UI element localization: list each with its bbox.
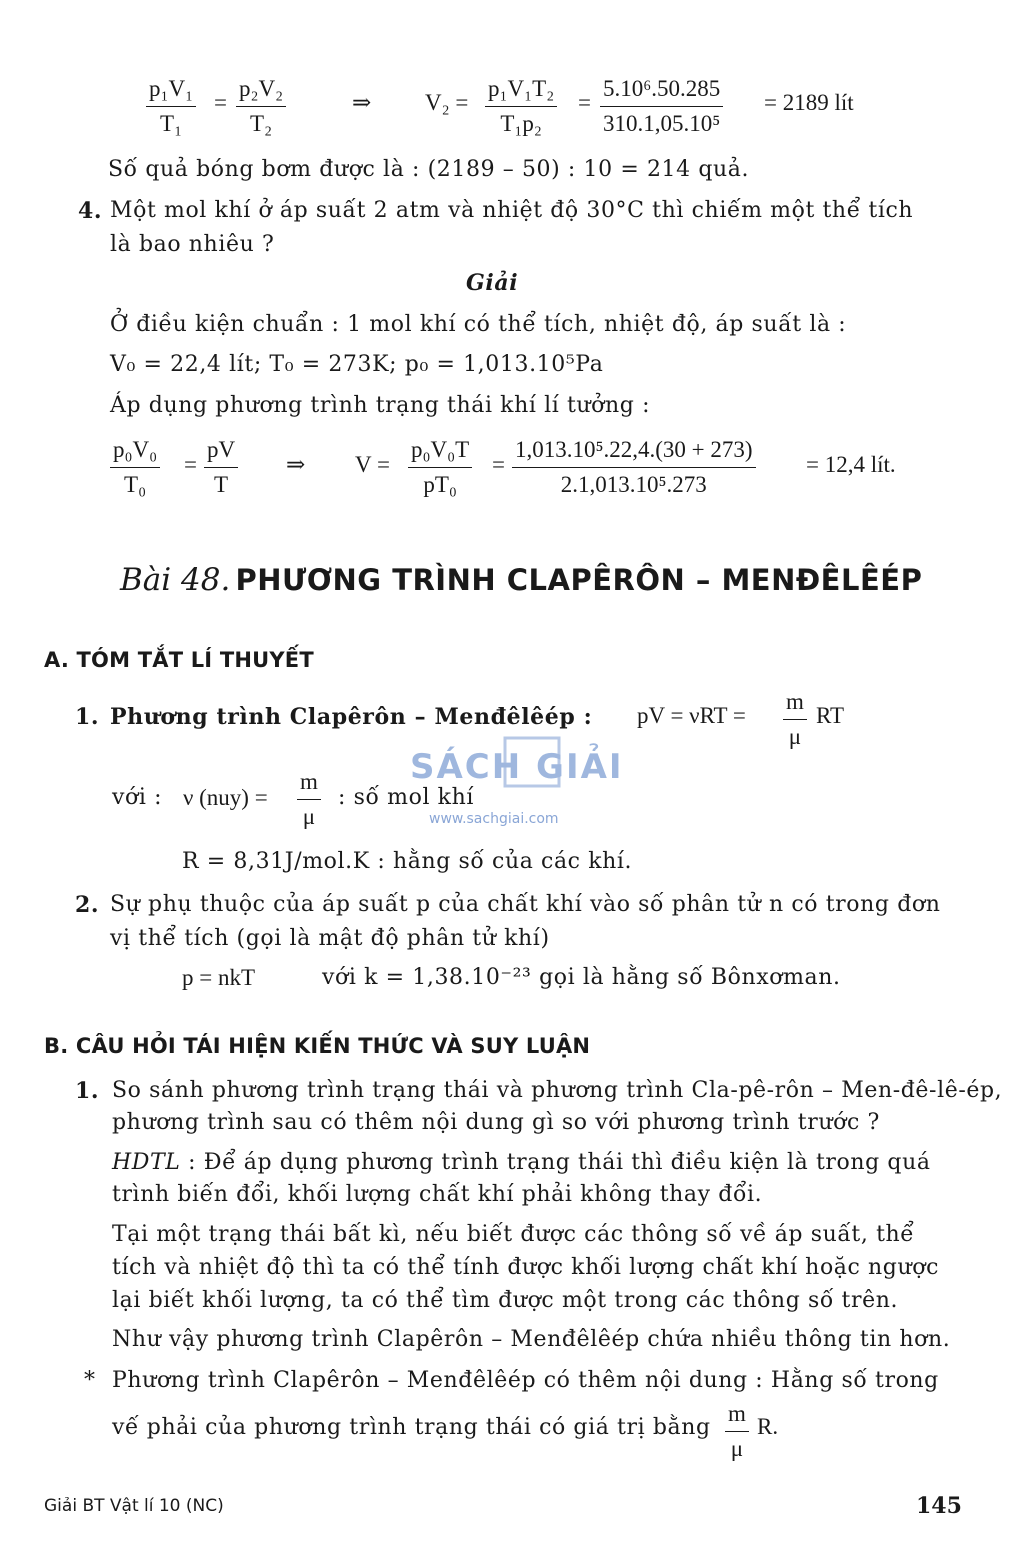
- bullet-star: *: [84, 1368, 96, 1393]
- formula-pnkt: p = nkT: [182, 965, 256, 990]
- result-2189: = 2189 lít: [764, 90, 854, 115]
- solution-heading: Giải: [466, 270, 519, 296]
- watermark: [405, 735, 625, 835]
- section-b-heading: B. CÂU HỎI TÁI HIỆN KIẾN THỨC VÀ SUY LUẬN: [44, 1034, 591, 1058]
- fraction-m-mu: $\frac{m}{\mu}$: [783, 688, 807, 750]
- fraction-v: $\frac{\text{p₀V₀T}}{\text{pT₀}}$: [408, 436, 472, 498]
- hdtl-label: HDTL: [112, 1150, 181, 1175]
- fraction-m-mu: $\frac{m}{\mu}$: [725, 1400, 749, 1462]
- fraction-numeric: $\frac{\text{1,013.10⁵.22,4.(30 + 273)}}{\text{2.1,013.10⁵.273}}$: [512, 436, 756, 498]
- fraction-m-mu: $\frac{m}{\mu}$: [297, 768, 321, 830]
- balls-count-line: Số quả bóng bơm được là : (2189 – 50) : 10 = 214 quả.: [108, 157, 750, 182]
- fraction-p0v0-t0: $\frac{\text{p₀V₀}}{\text{T₀}}$: [110, 436, 160, 498]
- question-text: là bao nhiêu ?: [110, 232, 275, 257]
- solution-text: Áp dụng phương trình trạng thái khí lí tưởng :: [110, 393, 651, 418]
- section-a-heading: A. TÓM TẮT LÍ THUYẾT: [44, 648, 314, 672]
- gas-constant-line: R = 8,31J/mol.K : hằng số của các khí.: [182, 849, 633, 874]
- result-12-4: = 12,4 lít.: [806, 452, 896, 477]
- item-label: Phương trình Clapêrôn – Menđêlêép :: [110, 704, 593, 730]
- lesson-number: Bài 48.: [120, 562, 231, 598]
- item-number: 2.: [75, 892, 100, 918]
- footer-book-title: Giải BT Vật lí 10 (NC): [44, 1496, 224, 1516]
- watermark-text: SÁCH GIẢI: [410, 747, 624, 787]
- lesson-title: [120, 562, 922, 598]
- question-number: 4.: [78, 198, 103, 224]
- implies-symbol: ⇒: [352, 90, 372, 115]
- fraction-p1v1-t1: $\frac{\text{p₁V₁}}{\text{T₁}}$: [146, 75, 196, 137]
- page-number: 145: [916, 1493, 962, 1519]
- question-text: Một mol khí ở áp suất 2 atm và nhiệt độ 30°C thì chiếm một thể tích: [110, 198, 914, 223]
- item-number: 1.: [75, 704, 100, 730]
- implies-symbol: ⇒: [286, 452, 306, 477]
- fraction-p2v2-t2: $\frac{\text{p₂V₂}}{\text{T₂}}$: [236, 75, 286, 137]
- lesson-heading: PHƯƠNG TRÌNH CLAPÊRÔN – MENĐÊLÊÉP: [235, 563, 923, 597]
- fraction-pv-t: $\frac{pV}{T}$: [204, 436, 238, 498]
- watermark-url: www.sachgiai.com: [429, 811, 559, 827]
- fraction-v2: $\frac{\text{p₁V₁T₂}}{\text{T₁p₂}}$: [485, 75, 557, 137]
- solution-text: Ở điều kiện chuẩn : 1 mol khí có thể tích, nhiệt độ, áp suất là :: [110, 312, 847, 337]
- solution-text: V₀ = 22,4 lít; T₀ = 273K; p₀ = 1,013.10⁵Pa: [110, 352, 604, 377]
- fraction-numeric: $\frac{\text{5.10⁶.50.285}}{\text{310.1,05.10⁵}}$: [600, 75, 723, 137]
- item-number: 1.: [75, 1078, 100, 1104]
